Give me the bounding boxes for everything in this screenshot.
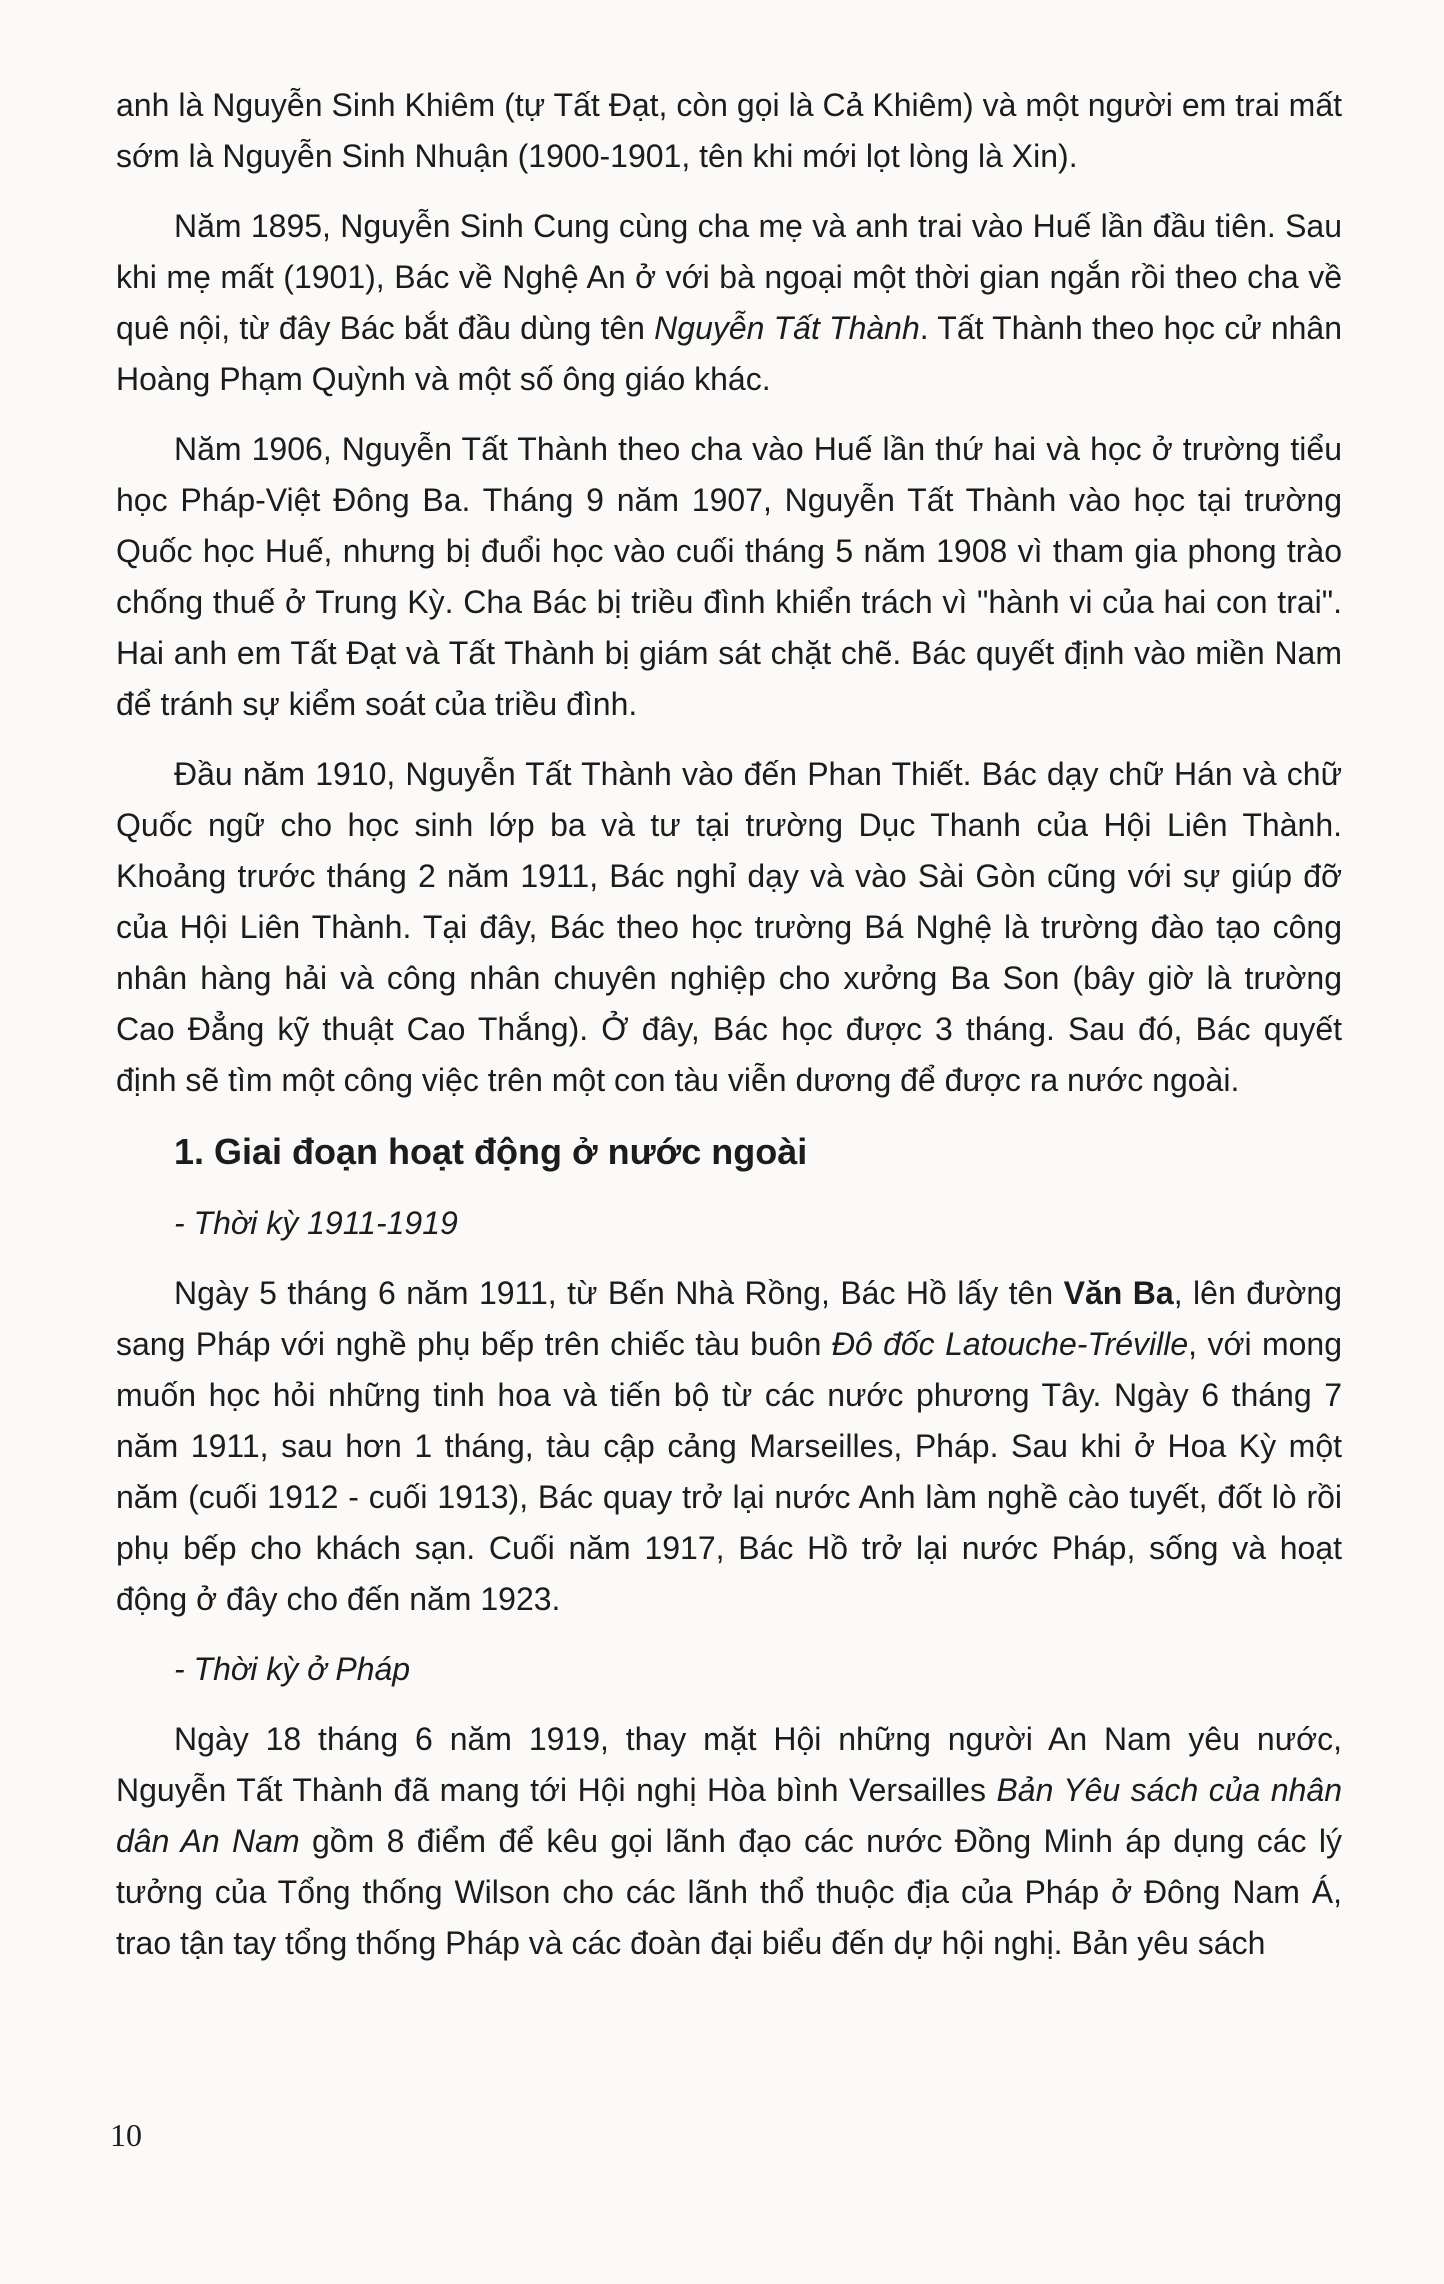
paragraph-6-text-b: gồm 8 điểm để kêu gọi lãnh đạo các nước Đồng Minh áp dụng các lý tưởng của Tổng thống Wilson cho các lãnh thổ thuộc địa của Pháp ở Đông Nam Á, trao tận tay tổng thống Pháp và các đoàn đại biểu đến dự hội nghị. Bản yêu sách [116, 1823, 1343, 1961]
section-heading: 1. Giai đoạn hoạt động ở nước ngoài [174, 1131, 808, 1172]
paragraph-5-text-c: , với mong muốn học hỏi những tinh hoa và tiến bộ từ các nước phương Tây. Ngày 6 tháng 7 năm 1911, sau hơn 1 tháng, tàu cập cảng Marseilles, Pháp. Sau khi ở Hoa Kỳ một năm (cuối 1912 - cuối 1913), Bác quay trở lại nước Anh làm nghề cào tuyết, đốt lò rồi phụ bếp cho khách sạn. Cuối năm 1917, Bác Hồ trở lại nước Pháp, sống và hoạt động ở đây cho đến năm 1923. [116, 1326, 1342, 1617]
period-heading-1911-1919: - Thời kỳ 1911-1919 [174, 1205, 458, 1241]
paragraph-2-text-a: Năm 1895, Nguyễn Sinh Cung cùng cha mẹ và anh trai vào Huế lần đầu tiên. Sau khi mẹ mất (1901), Bác về Nghệ An ở với bà ngoại một thời gian ngắn rồi theo cha về quê nội, từ đây Bác bắt đầu dùng tên [116, 208, 1342, 346]
paragraph-1: anh là Nguyễn Sinh Khiêm (tự Tất Đạt, còn gọi là Cả Khiêm) và một người em trai mất sớm là Nguyễn Sinh Nhuận (1900-1901, tên khi mới lọt lòng là Xin). [116, 87, 1342, 174]
paragraph-2-name: Nguyễn Tất Thành [654, 310, 920, 346]
period-heading-france: - Thời kỳ ở Pháp [174, 1651, 411, 1687]
paragraph-5-text-b: , lên đường sang Pháp với nghề phụ bếp trên chiếc tàu buôn [116, 1275, 1343, 1362]
paragraph-5-text-a: Ngày 5 tháng 6 năm 1911, từ Bến Nhà Rồng, Bác Hồ lấy tên [174, 1275, 1064, 1311]
paragraph-6 [116, 1714, 1342, 1969]
paragraph-2 [116, 201, 1342, 405]
page-body [116, 80, 1342, 1969]
paragraph-5-ship-name: Đô đốc Latouche-Tréville [831, 1326, 1189, 1362]
paragraph-6-text-a: Ngày 18 tháng 6 năm 1919, thay mặt Hội những người An Nam yêu nước, Nguyễn Tất Thành đã mang tới Hội nghị Hòa bình Versailles [116, 1721, 1342, 1808]
paragraph-5 [116, 1268, 1342, 1625]
paragraph-4: Đầu năm 1910, Nguyễn Tất Thành vào đến Phan Thiết. Bác dạy chữ Hán và chữ Quốc ngữ cho học sinh lớp ba và tư tại trường Dục Thanh của Hội Liên Thành. Khoảng trước tháng 2 năm 1911, Bác nghỉ dạy và vào Sài Gòn cũng với sự giúp đỡ của Hội Liên Thành. Tại đây, Bác theo học trường Bá Nghệ là trường đào tạo công nhân hàng hải và công nhân chuyên nghiệp cho xưởng Ba Son (bây giờ là trường Cao Đẳng kỹ thuật Cao Thắng). Ở đây, Bác học được 3 tháng. Sau đó, Bác quyết định sẽ tìm một công việc trên một con tàu viễn dương để được ra nước ngoài. [116, 756, 1342, 1098]
paragraph-6-document-title: Bản Yêu sách của nhân dân An Nam [116, 1772, 1343, 1859]
paragraph-3: Năm 1906, Nguyễn Tất Thành theo cha vào Huế lần thứ hai và học ở trường tiểu học Pháp-Việt Đông Ba. Tháng 9 năm 1907, Nguyễn Tất Thành vào học tại trường Quốc học Huế, nhưng bị đuổi học vào cuối tháng 5 năm 1908 vì tham gia phong trào chống thuế ở Trung Kỳ. Cha Bác bị triều đình khiển trách vì "hành vi của hai con trai". Hai anh em Tất Đạt và Tất Thành bị giám sát chặt chẽ. Bác quyết định vào miền Nam để tránh sự kiểm soát của triều đình. [116, 431, 1342, 722]
page-number: 10 [110, 2117, 142, 2153]
paragraph-2-text-b: . Tất Thành theo học cử nhân Hoàng Phạm Quỳnh và một số ông giáo khác. [116, 310, 1343, 397]
paragraph-5-alias: Văn Ba [1063, 1275, 1174, 1311]
